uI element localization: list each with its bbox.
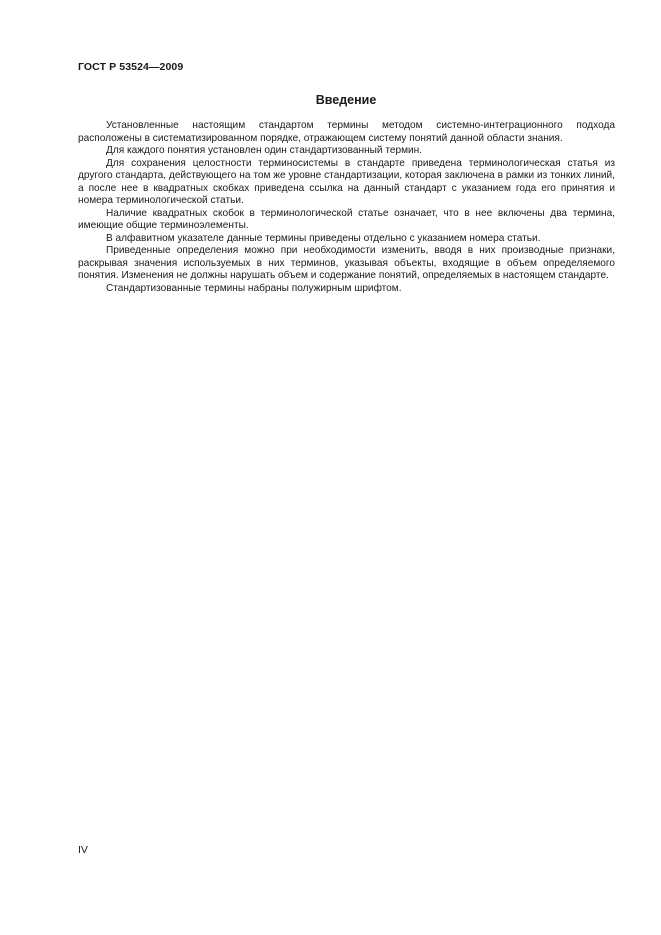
- paragraph-3: Для сохранения целостности терминосистемы в стандарте приведена терминологическая статья из другого стандарта, действующего на том же уровне стандартизации, которая заключена в рамки из тонких линий, а после нее в квадратных скобках приведена ссылка на данный стандарт с указанием года его принятия и номера терминологической статьи.: [78, 157, 615, 206]
- paragraph-5: В алфавитном указателе данные термины приведены отдельно с указанием номера статьи.: [106, 232, 541, 244]
- paragraph-2: Для каждого понятия установлен один стандартизованный термин.: [106, 145, 423, 156]
- paragraph-7: Стандартизованные термины набраны полужирным шрифтом.: [106, 282, 402, 294]
- paragraph-4: Наличие квадратных скобок в терминологической статье означает, что в нее включены два термина, имеющие общие терминоэлементы.: [78, 207, 615, 231]
- paragraph-1: Установленные настоящим стандартом термины методом системно-интеграционного подхода расположены в систематизированном порядке, отражающем систему понятий данной области знания.: [78, 120, 615, 144]
- page-number: IV: [78, 844, 88, 856]
- document-standard-id: ГОСТ Р 53524—2009: [78, 61, 184, 73]
- introduction-body: [78, 120, 615, 295]
- paragraph-6: Приведенные определения можно при необходимости изменить, вводя в них производные признаки, раскрывая значения используемых в них терминов, указывая объекты, входящие в объем определяемого понятия. Изменения не должны нарушать объем и содержание понятий, определяемых в настоящем стандарте.: [78, 245, 615, 281]
- section-title: Введение: [315, 93, 377, 107]
